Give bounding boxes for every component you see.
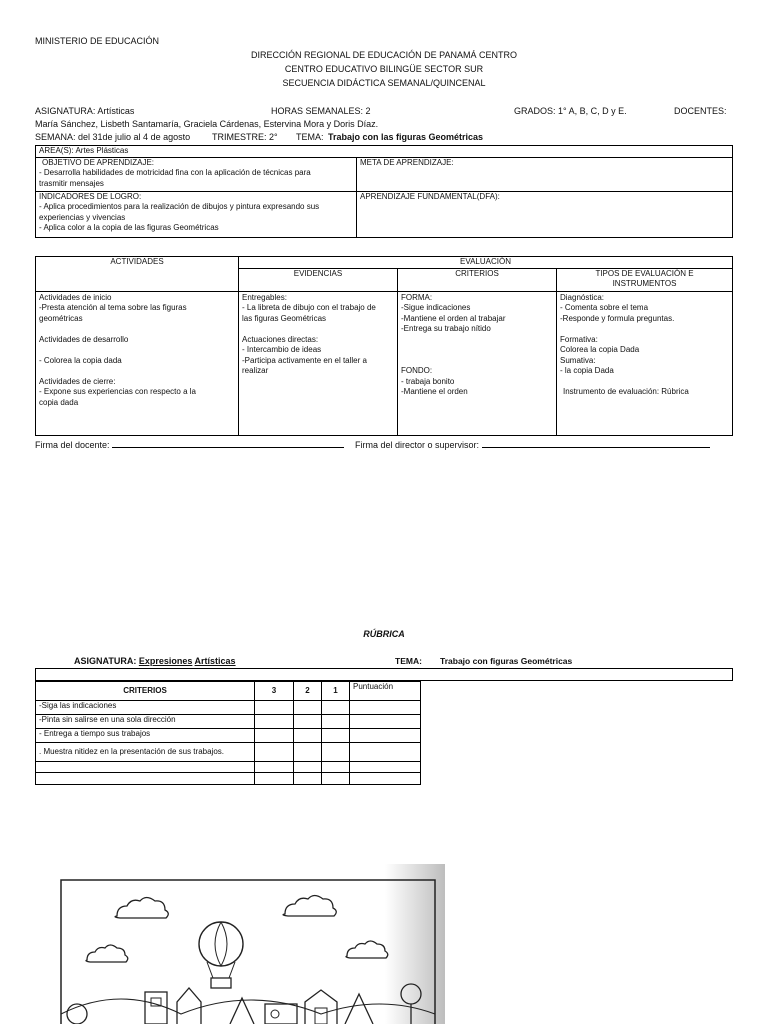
cloud-shape <box>346 941 388 958</box>
rubric-criterion <box>36 743 255 762</box>
week-label: SEMANA: del 31de julio al 4 de agosto <box>35 132 191 142</box>
rubric-score-cell[interactable] <box>322 701 350 715</box>
rubric-score-cell[interactable] <box>255 701 294 715</box>
rubric-score-cell[interactable] <box>255 773 294 785</box>
indicators-line: - Aplica procedimientos para la realización de dibujos y pintura expresando sus <box>39 202 320 211</box>
activities-cell <box>36 291 239 435</box>
teacher-signature-label: Firma del docente: <box>35 440 110 450</box>
close-activities-title: Actividades de cierre: <box>39 376 116 386</box>
rubric-row <box>36 701 421 715</box>
grades-label: GRADOS: 1° A, B, C, D y E. <box>514 106 627 116</box>
rubric-score-cell[interactable] <box>294 701 322 715</box>
form-criteria-line: -Sigue indicaciones <box>401 303 471 312</box>
start-activities-title: Actividades de inicio <box>39 292 112 302</box>
rubric-criterion <box>36 701 255 715</box>
page-shadow <box>385 864 445 1024</box>
rubric-score-cell[interactable] <box>322 762 350 773</box>
indicators-label: INDICADORES DE LOGRO: <box>39 191 142 201</box>
rubric-score-cell[interactable] <box>294 729 322 743</box>
balloon-basket <box>211 978 231 988</box>
formative-title: Formativa: <box>560 334 598 344</box>
rubric-total-cell[interactable] <box>350 762 421 773</box>
balloon-stripe <box>215 922 227 966</box>
instrument-line: Instrumento de evaluación: Rúbrica <box>563 387 689 396</box>
diagnostic-line: -Responde y formula preguntas. <box>560 313 675 323</box>
rubric-subject-word: Artísticas <box>194 656 236 666</box>
director-signature <box>355 439 710 451</box>
director-signature-line <box>482 439 710 448</box>
rubric-theme: Trabajo con figuras Geométricas <box>440 656 573 666</box>
dfa-cell <box>357 191 733 237</box>
rubric-total-cell[interactable] <box>350 701 421 715</box>
rubric-criterion-text: -Siga las indicaciones <box>39 701 117 710</box>
dfa-label: APRENDIZAJE FUNDAMENTAL(DFA): <box>360 191 500 201</box>
close-activities-line: copia dada <box>39 397 79 407</box>
evaluation-header-text: EVALUACIÓN <box>460 257 511 266</box>
hours-label: HORAS SEMANALES: 2 <box>271 106 371 116</box>
indicators-line: experiencias y vivencias <box>39 212 126 222</box>
objective-cell <box>36 157 357 191</box>
rubric-criterion-text: - Entrega a tiempo sus trabajos <box>39 729 151 738</box>
dev-activities-line: - Colorea la copia dada <box>39 355 122 365</box>
rubric-score-cell[interactable] <box>322 743 350 762</box>
types-cell <box>557 291 733 435</box>
goal-cell <box>357 157 733 191</box>
content-criteria-line: -Mantiene el orden <box>401 387 468 396</box>
rubric-criterion <box>36 762 255 773</box>
house-shape <box>305 990 337 1024</box>
rubric-score-cell[interactable] <box>255 715 294 729</box>
rubric-theme-label: TEMA: <box>395 656 422 666</box>
criteria-header-text: CRITERIOS <box>455 268 499 278</box>
teachers-names: María Sánchez, Lisbeth Santamaría, Graciela Cárdenas, Estervina Mora y Doris Díaz. <box>35 119 379 129</box>
diagnostic-line: - Comenta sobre el tema <box>560 303 649 312</box>
rubric-total-cell[interactable] <box>350 715 421 729</box>
rubric-row <box>36 762 421 773</box>
types-header-line: INSTRUMENTOS <box>612 279 677 288</box>
rubric-header-criteria <box>36 682 255 701</box>
circle-window <box>271 1010 279 1018</box>
start-activities-line: geométricas <box>39 313 83 323</box>
triangle-roof <box>230 998 254 1024</box>
rubric-header-text: CRITERIOS <box>123 685 167 695</box>
formative-line: Colorea la copia Dada <box>560 345 640 354</box>
close-activities-line: - Expone sus experiencias con respecto a la <box>39 387 196 396</box>
start-activities-line: -Presta atención al tema sobre las figuras <box>39 303 187 312</box>
rubric-criterion <box>36 715 255 729</box>
criteria-cell <box>398 291 557 435</box>
house-door <box>315 1008 327 1024</box>
rubric-score-cell[interactable] <box>322 773 350 785</box>
direct-actions-title: Actuaciones directas: <box>242 334 319 344</box>
teacher-signature-line <box>112 439 344 448</box>
criteria-header <box>398 268 557 291</box>
content-criteria-line: - trabaja bonito <box>401 376 455 386</box>
cloud-shape <box>86 945 128 962</box>
coloring-page-illustration <box>55 864 445 1024</box>
rubric-row <box>36 743 421 762</box>
rubric-header-3 <box>255 682 294 701</box>
rubric-score-cell[interactable] <box>294 762 322 773</box>
form-criteria-line: -Entrega su trabajo nítido <box>401 324 491 333</box>
theme-value: Trabajo con las figuras Geométricas <box>328 132 484 142</box>
cloud-shape <box>283 896 336 917</box>
house-shape <box>177 988 201 1024</box>
teacher-signature <box>35 439 344 451</box>
teachers-label: DOCENTES: <box>674 106 727 116</box>
rubric-score-cell[interactable] <box>294 715 322 729</box>
evaluation-header <box>239 257 733 269</box>
building-shape <box>145 992 167 1024</box>
rubric-header-1 <box>322 682 350 701</box>
summative-line: - la copia Dada <box>560 366 614 375</box>
rubric-top-band <box>35 668 733 681</box>
region-title: DIRECCIÓN REGIONAL DE EDUCACIÓN DE PANAMÁ CENTRO <box>250 50 518 60</box>
cloud-shape <box>115 898 168 919</box>
drawing-frame <box>61 880 435 1024</box>
objective-label: OBJETIVO DE APRENDIZAJE: <box>42 157 155 167</box>
areas-table <box>35 145 733 238</box>
rubric-total-cell[interactable] <box>350 743 421 762</box>
rubric-score-cell[interactable] <box>322 715 350 729</box>
plan-table <box>35 256 733 436</box>
theme-label: TEMA: <box>296 132 324 142</box>
rubric-row <box>36 715 421 729</box>
rubric-total-cell[interactable] <box>350 773 421 785</box>
building-shape <box>265 1004 297 1024</box>
term-label: TRIMESTRE: 2° <box>212 132 278 142</box>
rubric-header-2 <box>294 682 322 701</box>
rubric-row <box>36 773 421 785</box>
rubric-header-text: 3 <box>271 685 277 695</box>
rubric-criterion <box>36 729 255 743</box>
content-criteria-title: FONDO: <box>401 366 433 375</box>
types-header <box>557 268 733 291</box>
form-criteria-line: -Mantiene el orden al trabajar <box>401 313 506 323</box>
rubric-header-text: 2 <box>305 685 310 695</box>
rubric-criterion <box>36 773 255 785</box>
activities-header <box>36 257 239 292</box>
rubric-score-cell[interactable] <box>255 762 294 773</box>
subject-label: ASIGNATURA: Artísticas <box>35 106 135 116</box>
rubric-score-cell[interactable] <box>294 743 322 762</box>
balloon-shape <box>199 922 243 966</box>
school-title: CENTRO EDUCATIVO BILINGÜE SECTOR SUR <box>284 64 484 74</box>
rubric-score-cell[interactable] <box>322 729 350 743</box>
indicators-cell <box>36 191 357 237</box>
deliverables-line: las figuras Geométricas <box>242 313 327 323</box>
rubric-score-cell[interactable] <box>294 773 322 785</box>
director-signature-label: Firma del director o supervisor: <box>355 440 480 450</box>
direct-actions-line: -Participa activamente en el taller a <box>242 355 367 365</box>
rubric-subject-label: ASIGNATURA: <box>74 656 137 666</box>
diagnostic-title: Diagnóstica: <box>560 292 605 302</box>
rubric-header-text: Puntuación <box>353 682 394 691</box>
evidence-header-text: EVIDENCIAS <box>293 268 343 278</box>
dev-activities-title: Actividades de desarrollo <box>39 334 129 344</box>
deliverables-title: Entregables: <box>242 292 287 302</box>
rubric-criterion-text: -Pinta sin salirse en una sola dirección <box>39 715 176 724</box>
ministry-label: MINISTERIO DE EDUCACIÓN <box>35 36 160 46</box>
rubric-title: RÚBRICA <box>363 629 405 639</box>
rubric-subject <box>74 656 236 667</box>
rubric-subject-word: Expresiones <box>138 656 193 666</box>
activities-header-text: ACTIVIDADES <box>110 257 164 266</box>
rubric-row <box>36 729 421 743</box>
rubric-score-cell[interactable] <box>255 743 294 762</box>
rubric-criterion-text: . Muestra nitidez en la presentación de sus trabajos. <box>39 746 224 756</box>
evidence-cell <box>239 291 398 435</box>
summative-title: Sumativa: <box>560 355 596 365</box>
area-cell <box>36 146 733 158</box>
objective-line: - Desarrolla habilidades de motricidad fina con la aplicación de técnicas para <box>39 168 311 177</box>
types-header-line: TIPOS DE EVALUACIÓN E <box>595 268 694 278</box>
form-criteria-title: FORMA: <box>401 292 433 302</box>
rubric-header-text: 1 <box>333 685 338 695</box>
indicators-line: - Aplica color a la copia de las figuras Geométricas <box>39 223 219 232</box>
rubric-score-cell[interactable] <box>255 729 294 743</box>
document-title: SECUENCIA DIDÁCTICA SEMANAL/QUINCENAL <box>282 78 486 88</box>
area-text: AREA(S): Artes Plásticas <box>39 146 129 155</box>
deliverables-line: - La libreta de dibujo con el trabajo de <box>242 303 376 312</box>
evidence-header <box>239 268 398 291</box>
rubric-table <box>35 681 421 785</box>
objective-line: trasmitir mensajes <box>39 178 104 188</box>
goal-label: META DE APRENDIZAJE: <box>360 157 454 167</box>
rubric-total-cell[interactable] <box>350 729 421 743</box>
rubric-header-score <box>350 682 421 701</box>
triangle-roof <box>345 994 373 1024</box>
direct-actions-line: realizar <box>242 366 269 375</box>
direct-actions-line: - Intercambio de ideas <box>242 345 322 354</box>
